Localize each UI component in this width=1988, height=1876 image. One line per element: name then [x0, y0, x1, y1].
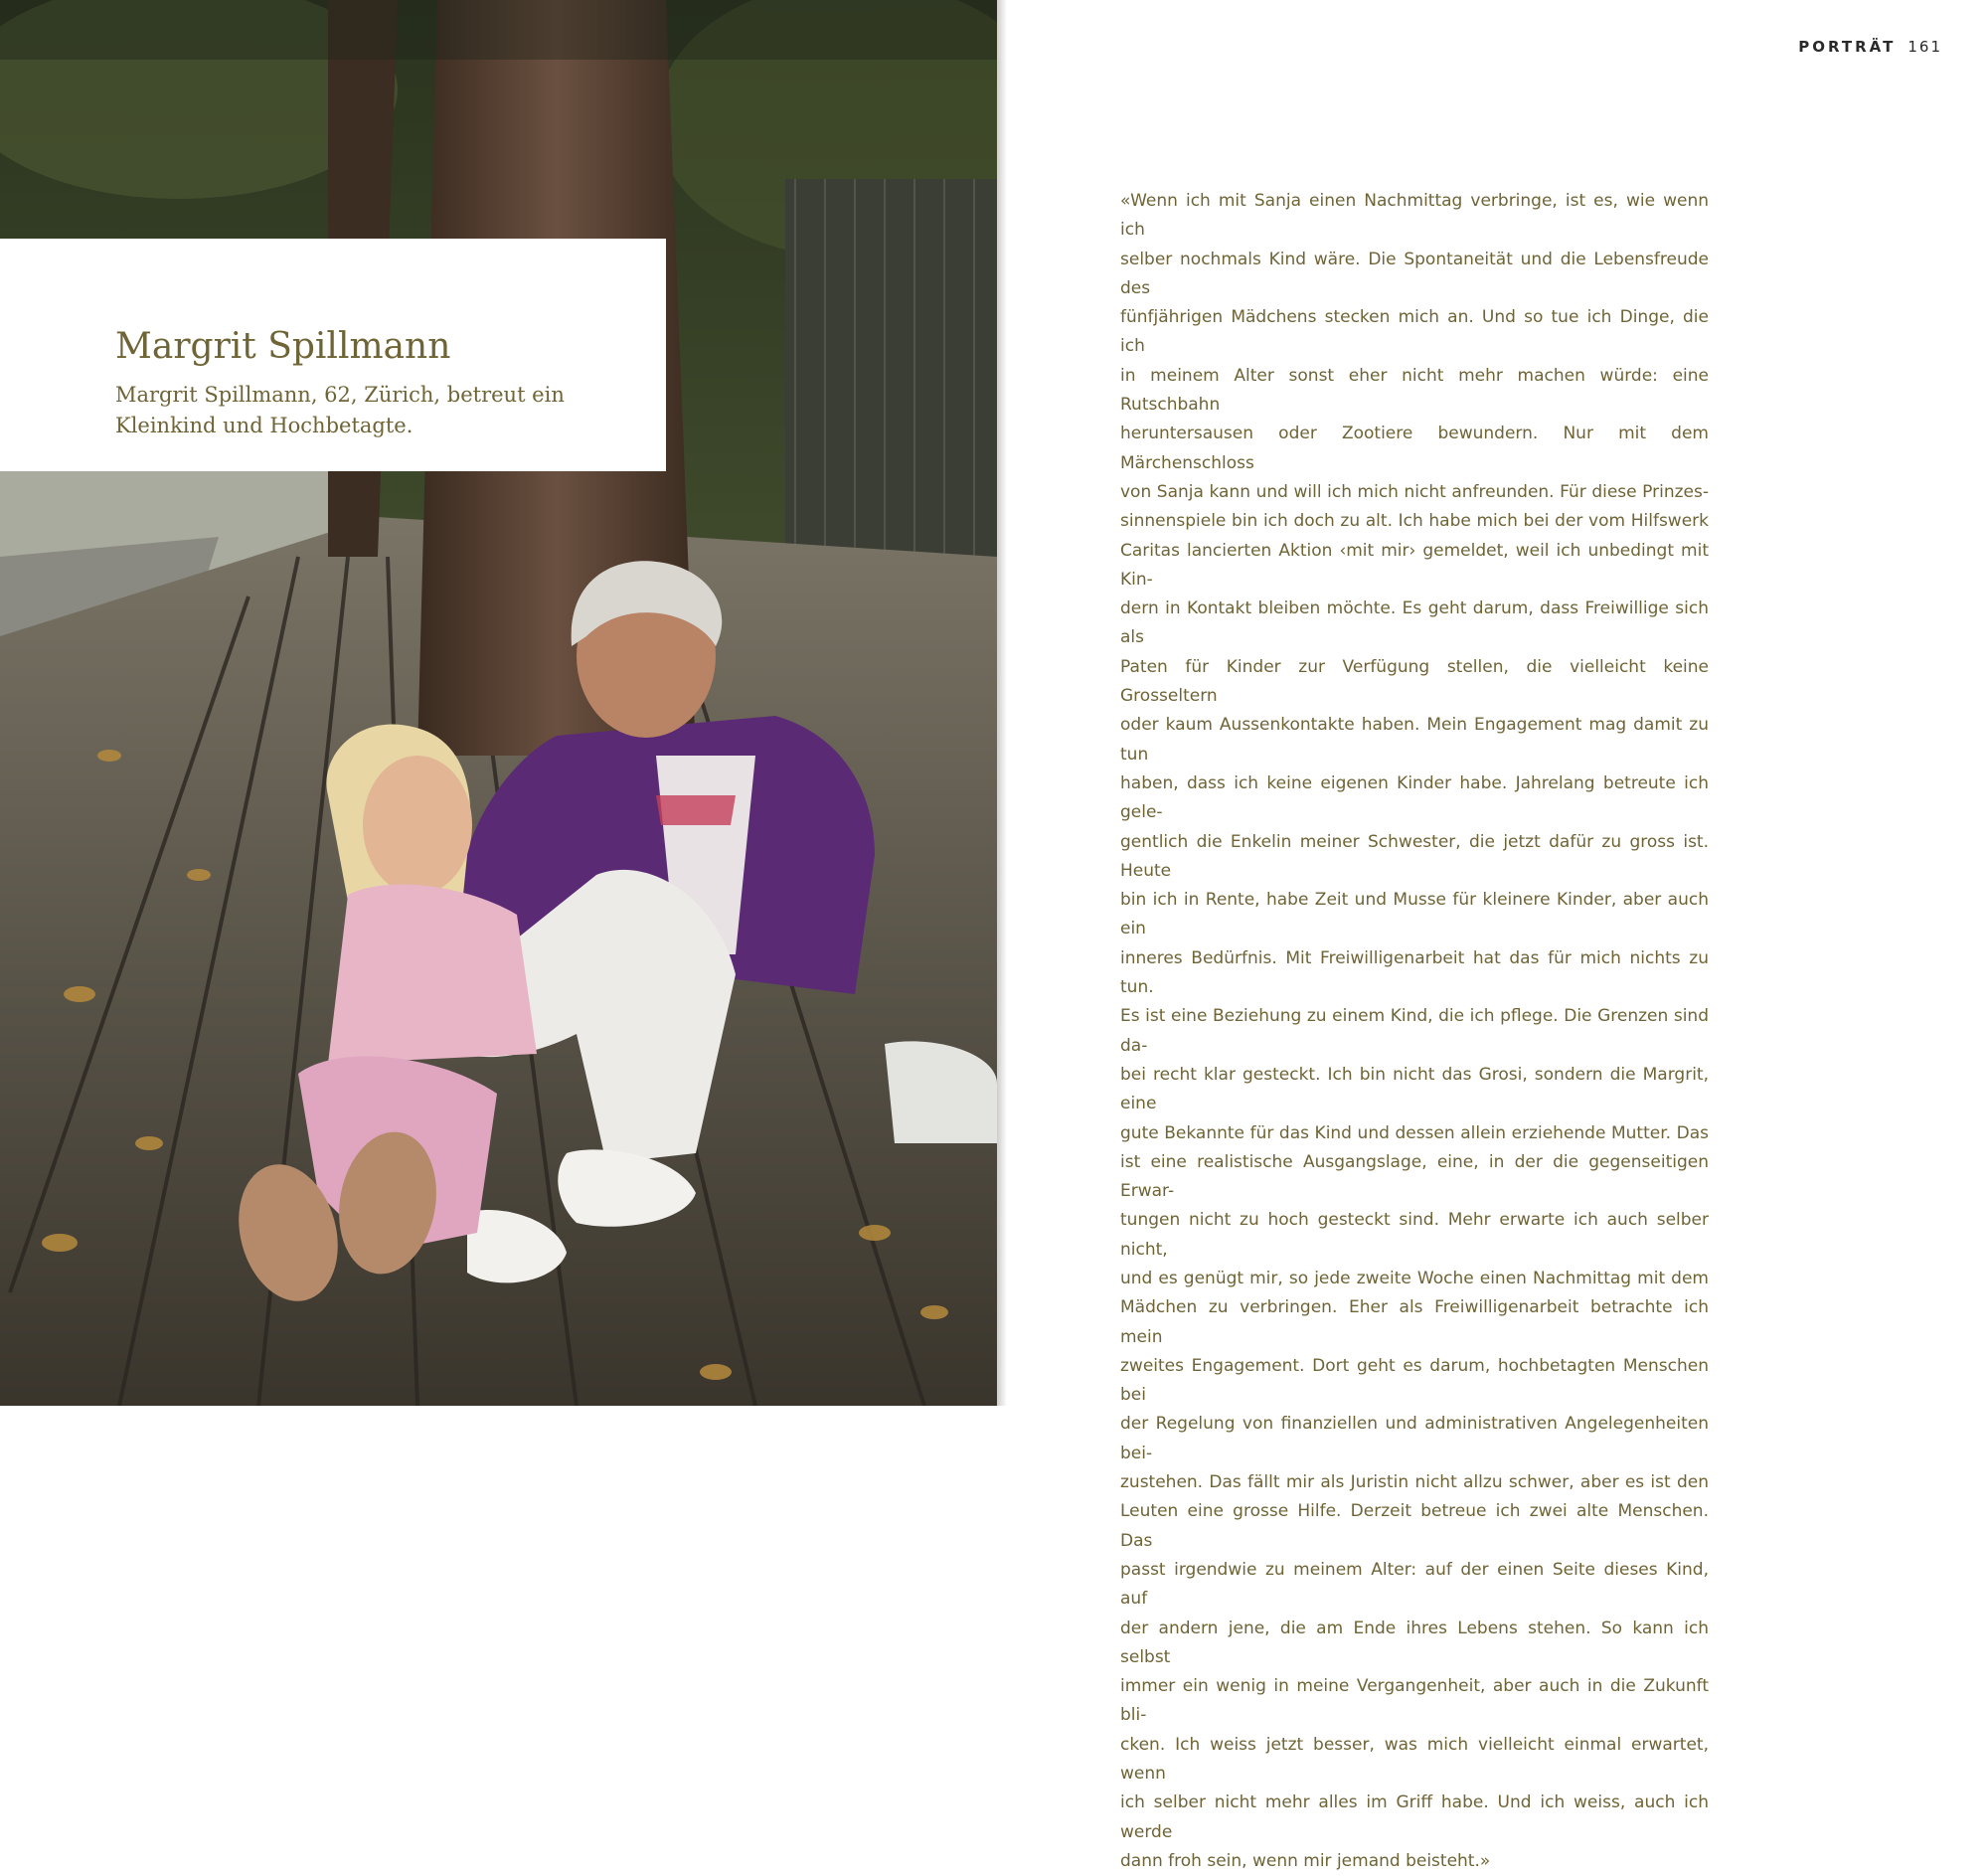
body-line: haben, dass ich keine eigenen Kinder habe. Jahrelang betreute ich gele- — [1120, 772, 1709, 823]
body-line: der andern jene, die am Ende ihres Lebens stehen. So kann ich selbst — [1120, 1618, 1709, 1667]
body-line: ich selber nicht mehr alles im Griff habe. Und ich weiss, auch ich werde — [1120, 1792, 1709, 1842]
body-line: Caritas lancierten Aktion ‹mit mir› gemeldet, weil ich unbedingt mit Kin- — [1120, 540, 1709, 590]
body-line: der Regelung von finanziellen und administrativen Angelegenheiten bei- — [1120, 1414, 1709, 1463]
photo-illustration — [0, 0, 997, 1406]
body-line: bei recht klar gesteckt. Ich bin nicht das Grosi, sondern die Margrit, eine — [1120, 1064, 1709, 1114]
body-line: und es genügt mir, so jede zweite Woche einen Nachmittag mit dem — [1120, 1268, 1709, 1288]
body-line: zweites Engagement. Dort geht es darum, hochbetagten Menschen bei — [1120, 1355, 1709, 1406]
body-line: gute Bekannte für das Kind und dessen allein erziehende Mutter. Das — [1120, 1122, 1709, 1143]
body-line: inneres Bedürfnis. Mit Freiwilligenarbeit hat das für mich nichts zu tun. — [1120, 947, 1709, 998]
body-line: Paten für Kinder zur Verfügung stellen, die vielleicht keine Grosseltern — [1120, 656, 1709, 707]
body-line: passt irgendwie zu meinem Alter: auf der einen Seite dieses Kind, auf — [1120, 1559, 1709, 1610]
portrait-photo — [0, 0, 997, 1406]
caption-title: Margrit Spillmann — [115, 326, 451, 367]
section-label: PORTRÄT — [1798, 38, 1897, 56]
body-line: Es ist eine Beziehung zu einem Kind, die ich pflege. Die Grenzen sind da- — [1120, 1006, 1709, 1056]
body-line: tungen nicht zu hoch gesteckt sind. Mehr erwarte ich auch selber nicht, — [1120, 1210, 1709, 1260]
body-line: dern in Kontakt bleiben möchte. Es geht darum, dass Freiwillige sich als — [1120, 598, 1709, 648]
body-line: gentlich die Enkelin meiner Schwester, die jetzt dafür zu gross ist. Heute — [1120, 831, 1709, 881]
body-line: oder kaum Aussenkontakte haben. Mein Engagement mag damit zu tun — [1120, 715, 1709, 765]
running-head — [1798, 38, 1942, 56]
body-line: fünfjährigen Mädchens stecken mich an. Und so tue ich Dinge, die ich — [1120, 307, 1709, 357]
book-gutter — [997, 0, 1007, 1406]
body-line: cken. Ich weiss jetzt besser, was mich vielleicht einmal erwartet, wenn — [1120, 1734, 1709, 1785]
body-line: zustehen. Das fällt mir als Juristin nicht allzu schwer, aber es ist den — [1120, 1472, 1709, 1493]
body-line: Mädchen zu verbringen. Eher als Freiwilligenarbeit betrachte ich mein — [1120, 1297, 1709, 1347]
caption-subtitle: Margrit Spillmann, 62, Zürich, betreut ein Kleinkind und Hochbetagte. — [115, 383, 565, 437]
body-line: Leuten eine grosse Hilfe. Derzeit betreue ich zwei alte Menschen. Das — [1120, 1501, 1709, 1551]
body-line: heruntersausen oder Zootiere bewundern. Nur mit dem Märchenschloss — [1120, 424, 1709, 473]
body-line: ist eine realistische Ausgangslage, eine, in der die gegenseitigen Erwar- — [1120, 1151, 1709, 1202]
body-line: sinnenspiele bin ich doch zu alt. Ich habe mich bei der vom Hilfswerk — [1120, 511, 1709, 532]
body-line: dann froh sein, wenn mir jemand beisteht.» — [1120, 1850, 1491, 1871]
girl-jacket — [328, 885, 537, 1064]
page-number: 161 — [1907, 38, 1942, 56]
caption-box — [0, 239, 666, 471]
girl-face — [363, 756, 472, 895]
body-line: von Sanja kann und will ich mich nicht anfreunden. Für diese Prinzes- — [1120, 481, 1709, 502]
body-line: bin ich in Rente, habe Zeit und Musse für kleinere Kinder, aber auch ein — [1120, 890, 1709, 939]
body-line: «Wenn ich mit Sanja einen Nachmittag verbringe, ist es, wie wenn ich — [1120, 191, 1709, 241]
quote-body — [1120, 187, 1709, 1876]
body-line: immer ein wenig in meine Vergangenheit, aber auch in die Zukunft bli- — [1120, 1676, 1709, 1726]
body-line: selber nochmals Kind wäre. Die Spontaneität und die Lebensfreude des — [1120, 249, 1709, 298]
body-line: in meinem Alter sonst eher nicht mehr machen würde: eine Rutschbahn — [1120, 365, 1709, 416]
